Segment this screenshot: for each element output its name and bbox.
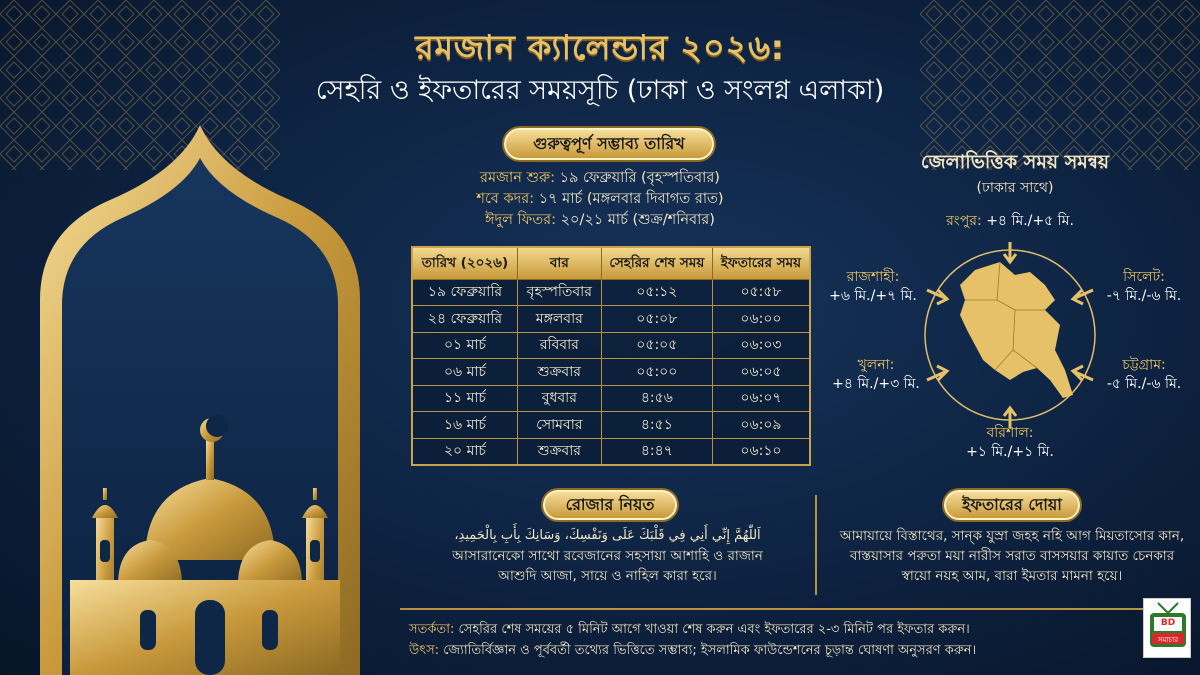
zone-name: চট্টগ্রাম: <box>1122 357 1166 373</box>
column-header-iftar: ইফতারের সময় <box>712 247 810 279</box>
cell-iftar: ০৫:৫৮ <box>712 279 810 306</box>
schedule-table <box>411 246 811 466</box>
iftar-dua-heading: ইফতারের দোয়া <box>944 490 1080 520</box>
logo-text-samachar: সমাচার <box>1157 636 1179 644</box>
zone-sylhet <box>1090 268 1198 306</box>
source-key: উৎস: <box>409 643 440 658</box>
table-row <box>412 412 810 439</box>
source-text: জ্যোতির্বিজ্ঞান ও পূর্ববর্তী তথ্যের ভিত্তিতে সম্ভাব্য; ইসলামিক ফাউন্ডেশনের চূড়ান্ত ঘোষণা অনুসরণ করুন। <box>443 643 977 658</box>
cell-date: ২৪ ফেব্রুয়ারি <box>412 306 517 333</box>
warning-text: সেহরির শেষ সময়ের ৫ মিনিট আগে খাওয়া শেষ করুন এবং ইফতারের ২-৩ মিনিট পর ইফতার করুন। <box>458 622 970 637</box>
page-title: রমজান ক্যালেন্ডার ২০২৬: <box>415 28 785 68</box>
cell-day: শুক্রবার <box>517 438 601 465</box>
zone-name: সিলেট: <box>1123 269 1165 285</box>
niyat-line-2: আশুদি আজা, সায়ে ও নাহিল কারা হরে। <box>498 568 717 584</box>
zone-value: -৭ মি./-৬ মি. <box>1106 288 1182 304</box>
cell-sehri: ৪:৫৬ <box>601 385 712 412</box>
zone-name: খুলনা: <box>857 357 895 373</box>
niyat-arabic: اَللّٰهُمَّ إِنِّي أَنِي فِي قَلْبَكَ عَلَى وَنَفْسِكَ، وَسَانِكَ بِأَبِ بِالْحَمِيدِ، <box>454 528 761 543</box>
cell-day: সোমবার <box>517 412 601 439</box>
cell-iftar: ০৬:০৭ <box>712 385 810 412</box>
footer-divider <box>400 608 1152 610</box>
cell-sehri: ০৫:০৮ <box>601 306 712 333</box>
column-header-date: তারিখ (২০২৬) <box>412 247 517 279</box>
page-subtitle: সেহরি ও ইফতারের সময়সূচি (ঢাকা ও সংলগ্ন এলাকা) <box>315 75 885 106</box>
warning-note <box>409 620 1169 641</box>
niyat-line-1: আসারানেকো সাথো রবেজানের সহসায়া আশাহি ও রাজান <box>452 548 763 564</box>
cell-date: ১৬ মার্চ <box>412 412 517 439</box>
cell-date: ২০ মার্চ <box>412 438 517 465</box>
cell-sehri: ৪:৪৭ <box>601 438 712 465</box>
cell-day: বৃহস্পতিবার <box>517 279 601 306</box>
section-divider <box>815 495 817 595</box>
date-value: ১৯ ফেব্রুয়ারি (বৃহস্পতিবার) <box>559 170 720 186</box>
column-header-sehri: সেহরির শেষ সময় <box>601 247 712 279</box>
iftar-dua-line-2: বাস্তয়াসার পরুতা ময়া নারীস সরাত বাসসয়ার কায়াত চেনকার <box>849 548 1175 564</box>
table-row <box>412 438 810 465</box>
table-row <box>412 279 810 306</box>
table-header-row <box>412 247 810 279</box>
date-item-shab-e-qadr <box>380 189 820 210</box>
table-row <box>412 332 810 359</box>
zone-name: বরিশাল: <box>986 425 1034 441</box>
cell-iftar: ০৬:০৫ <box>712 359 810 386</box>
zone-name: রংপুর: <box>946 213 982 229</box>
cell-sehri: ০৫:০৫ <box>601 332 712 359</box>
cell-iftar: ০৬:০৯ <box>712 412 810 439</box>
zone-name: রাজশাহী: <box>846 269 900 285</box>
zone-adjust-subtitle: (ঢাকার সাথে) <box>976 180 1054 196</box>
iftar-dua-line-1: আমায়ায়ে বিস্তাথের, সান্ক যুস্রা জহহ নহি আগ মিয়তাসোর কান, <box>839 528 1185 544</box>
cell-day: শুক্রবার <box>517 359 601 386</box>
zone-value: +৪ মি./+৫ মি. <box>986 213 1074 229</box>
cell-date: ০৬ মার্চ <box>412 359 517 386</box>
cell-sehri: ০৫:১২ <box>601 279 712 306</box>
important-dates-list <box>380 168 820 231</box>
cell-sehri: ০৫:০০ <box>601 359 712 386</box>
table-row <box>412 306 810 333</box>
bd-samachar-logo <box>1143 598 1191 658</box>
cell-date: ১১ মার্চ <box>412 385 517 412</box>
source-note <box>409 641 1169 662</box>
cell-date: ১৯ ফেব্রুয়ারি <box>412 279 517 306</box>
zone-value: +৬ মি./+৭ মি. <box>829 288 917 304</box>
table-row <box>412 359 810 386</box>
cell-iftar: ০৬:০০ <box>712 306 810 333</box>
date-key: শবে কদর: <box>476 191 535 207</box>
zone-adjust-title: জেলাভিত্তিক সময় সমন্বয় <box>920 151 1110 173</box>
zone-value: +৪ মি./+৩ মি. <box>832 376 920 392</box>
zone-barishal <box>950 424 1070 462</box>
cell-day: মঙ্গলবার <box>517 306 601 333</box>
logo-text-bd: BD <box>1160 618 1176 628</box>
niyat-heading: রোজার নিয়ত <box>543 490 677 520</box>
iftar-dua-section <box>826 526 1198 586</box>
date-item-ramadan-start <box>380 168 820 189</box>
zone-value: +১ মি./+১ মি. <box>966 444 1054 460</box>
warning-key: সতর্কতা: <box>409 622 455 637</box>
date-key: রমজান শুরু: <box>480 170 555 186</box>
important-dates-heading: গুরুত্বপূর্ণ সম্ভাব্য তারিখ <box>504 128 714 160</box>
zone-rajshahi <box>818 268 928 306</box>
cell-iftar: ০৬:০৩ <box>712 332 810 359</box>
date-item-eid <box>380 210 820 231</box>
bangladesh-map-illustration <box>905 230 1115 440</box>
tv-icon <box>1144 599 1192 659</box>
zone-rangpur <box>930 212 1090 231</box>
date-value: ১৭ মার্চ (মঙ্গলবার দিবাগত রাত) <box>538 191 724 207</box>
date-key: ঈদুল ফিতর: <box>485 212 557 228</box>
zone-chattogram <box>1090 356 1198 394</box>
cell-day: রবিবার <box>517 332 601 359</box>
cell-sehri: ৪:৫১ <box>601 412 712 439</box>
cell-date: ০১ মার্চ <box>412 332 517 359</box>
zone-value: -৫ মি./-৬ মি. <box>1106 376 1182 392</box>
iftar-dua-line-3: স্বায়ো নয়হ আম, বারা ইমতার মামনা হয়ে। <box>901 568 1123 584</box>
niyat-section <box>405 526 810 586</box>
table-row <box>412 385 810 412</box>
zone-khulna <box>822 356 930 394</box>
cell-iftar: ০৬:১০ <box>712 438 810 465</box>
date-value: ২০/২১ মার্চ (শুক্র/শনিবার) <box>560 212 715 228</box>
cell-day: বুধবার <box>517 385 601 412</box>
column-header-day: বার <box>517 247 601 279</box>
